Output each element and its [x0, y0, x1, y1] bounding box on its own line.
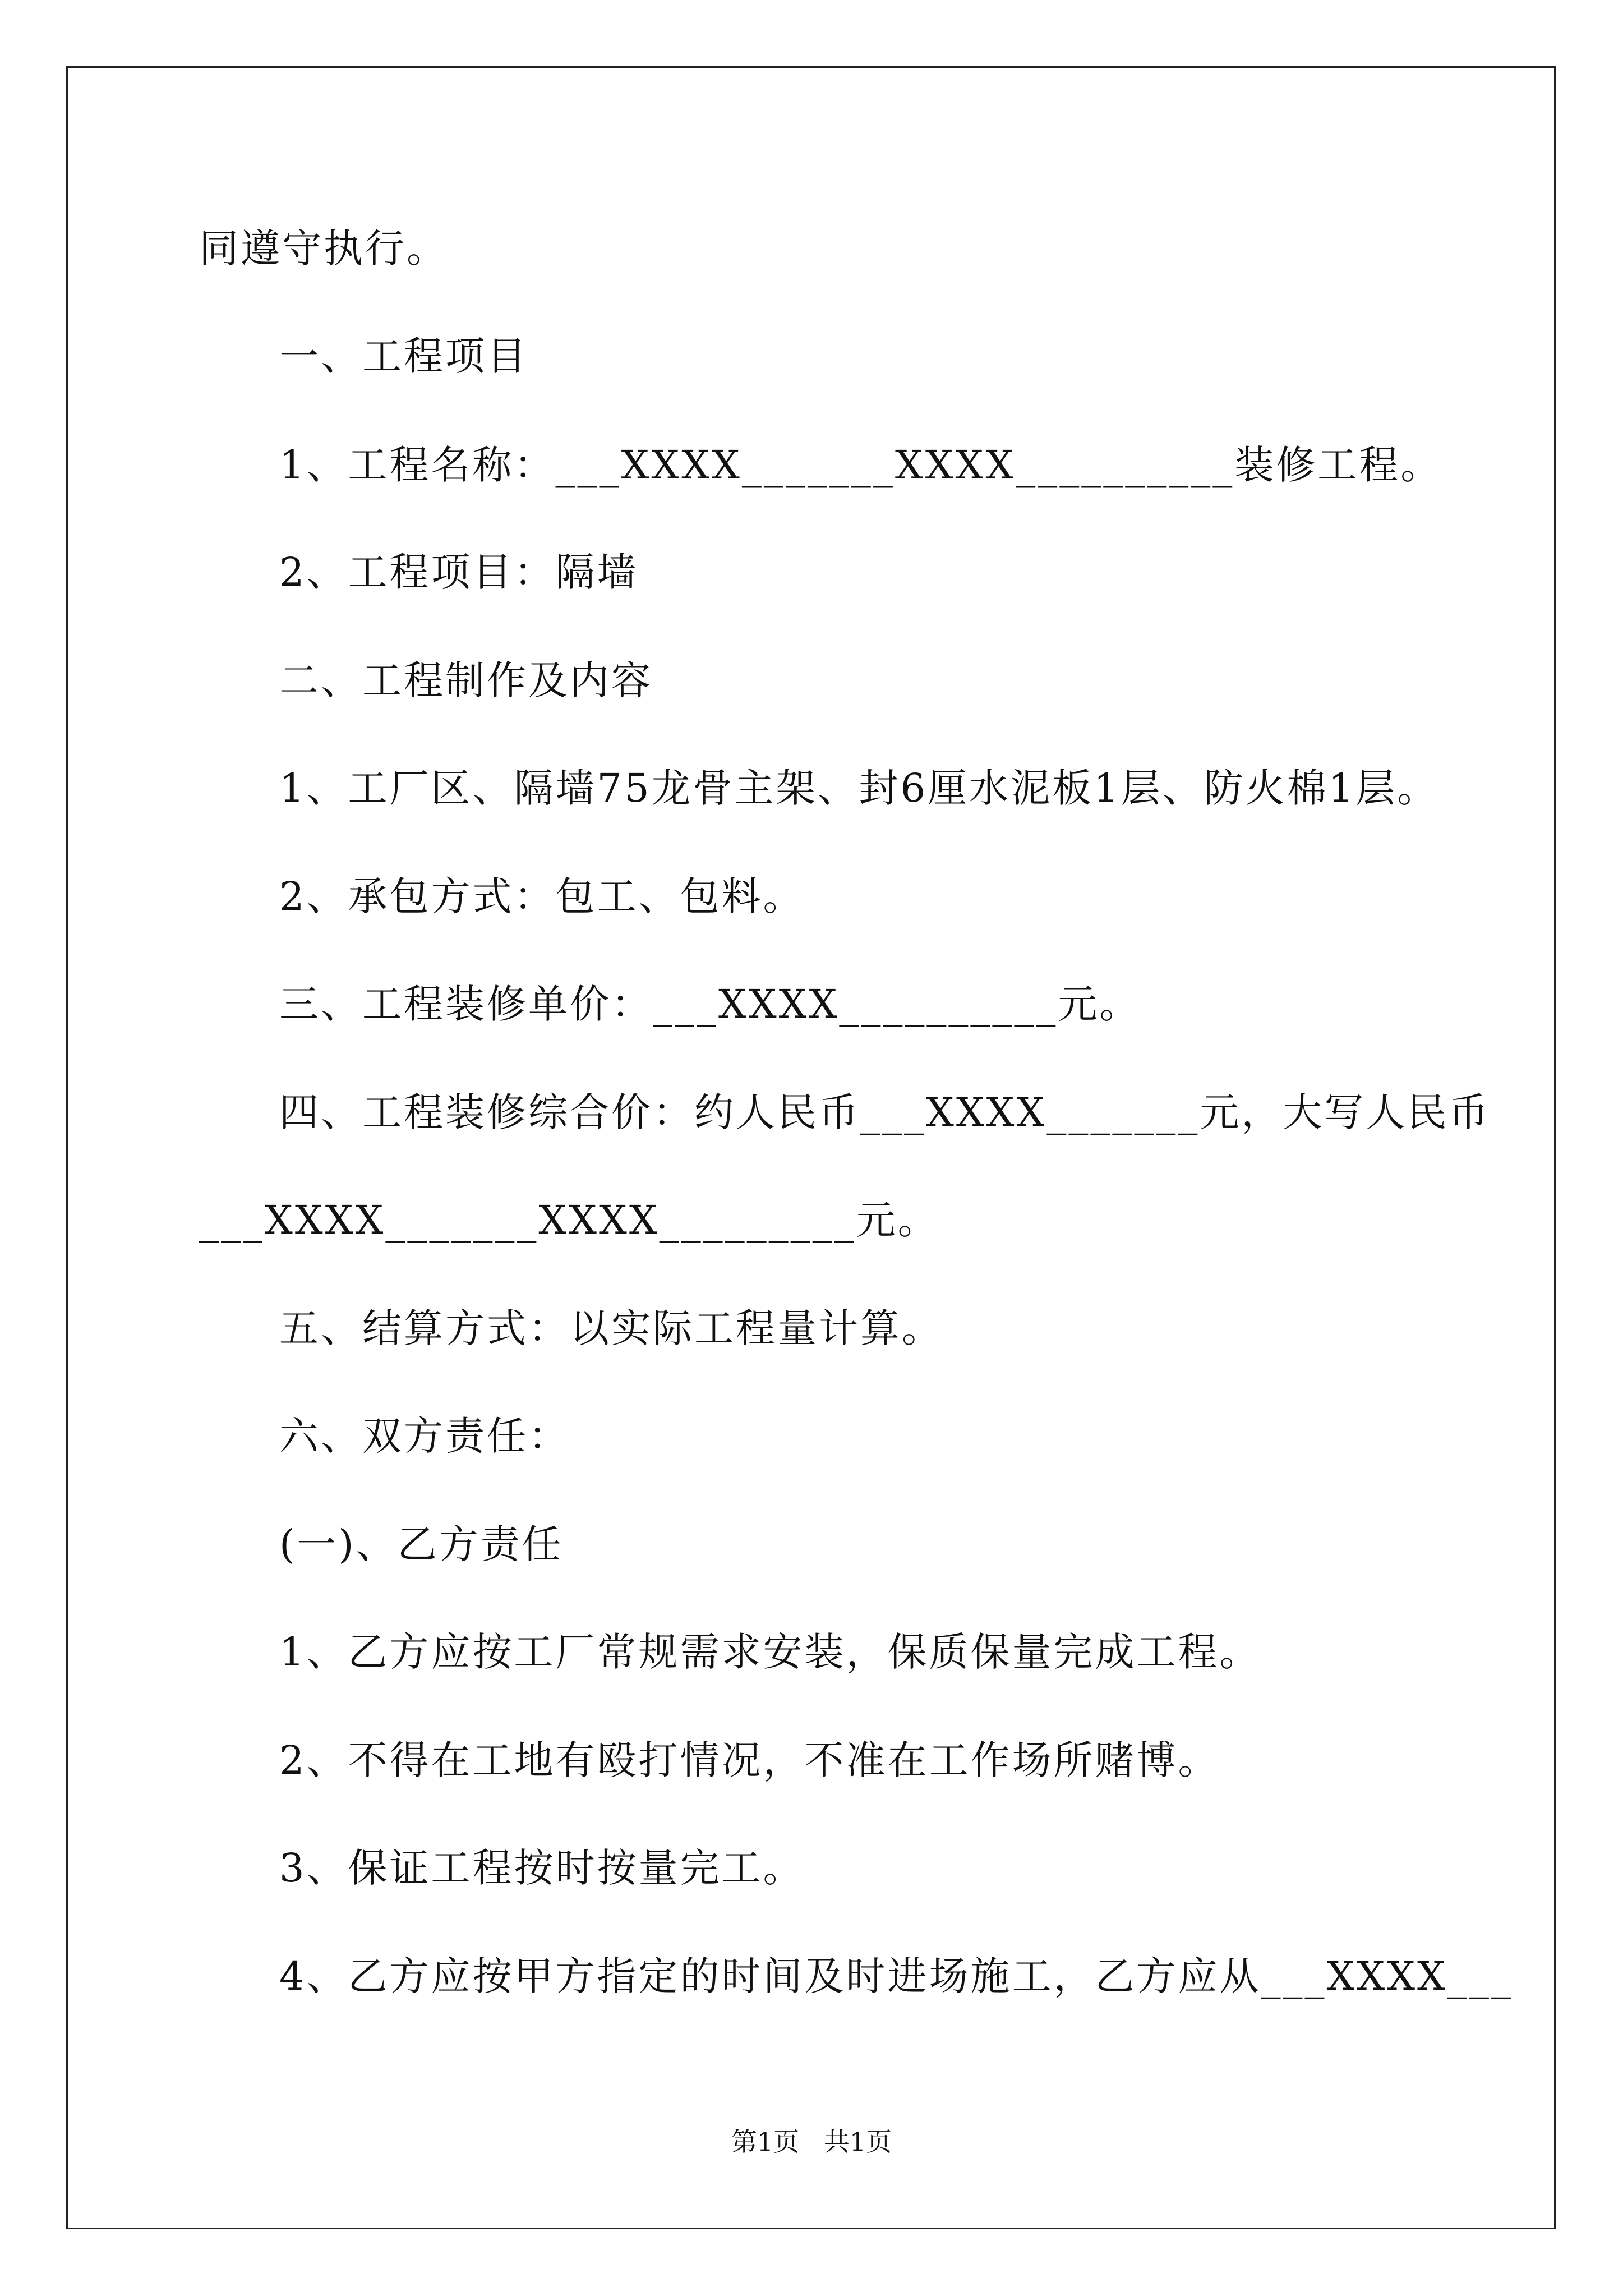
section-heading-3: 三、工程装修单价：___XXXX__________元。: [279, 981, 1141, 1027]
text-line-duty-4: 4、乙方应按甲方指定的时间及时进场施工，乙方应从___XXXX___: [279, 1953, 1513, 1999]
text-line-capital-amount: ___XXXX_______XXXX_________元。: [199, 1197, 939, 1243]
section-heading-1: 一、工程项目: [279, 333, 528, 379]
text-line-content-1: 1、工厂区、隔墙75龙骨主架、封6厘水泥板1层、防火棉1层。: [279, 765, 1439, 811]
section-heading-5: 五、结算方式：以实际工程量计算。: [279, 1305, 943, 1351]
text-line-duty-2: 2、不得在工地有殴打情况，不准在工作场所赌博。: [279, 1737, 1220, 1783]
text-line-project-name: 1、工程名称：___XXXX_______XXXX__________装修工程。: [279, 442, 1442, 488]
subsection-heading-1: (一)、乙方责任: [279, 1521, 564, 1567]
text-line-project-item: 2、工程项目：隔墙: [279, 549, 639, 595]
page-border: [66, 66, 1556, 2229]
text-line-duty-1: 1、乙方应按工厂常规需求安装，保质保量完成工程。: [279, 1629, 1261, 1675]
text-line-1: 同遵守执行。: [199, 226, 448, 272]
section-heading-6: 六、双方责任：: [279, 1413, 570, 1459]
section-heading-2: 二、工程制作及内容: [279, 657, 653, 703]
page-footer: 第1页 共1页: [731, 2127, 892, 2157]
text-line-contract-mode: 2、承包方式：包工、包料。: [279, 873, 805, 919]
text-line-duty-3: 3、保证工程按时按量完工。: [279, 1845, 805, 1891]
section-heading-4: 四、工程装修综合价：约人民币___XXXX_______元，大写人民币: [279, 1089, 1491, 1135]
